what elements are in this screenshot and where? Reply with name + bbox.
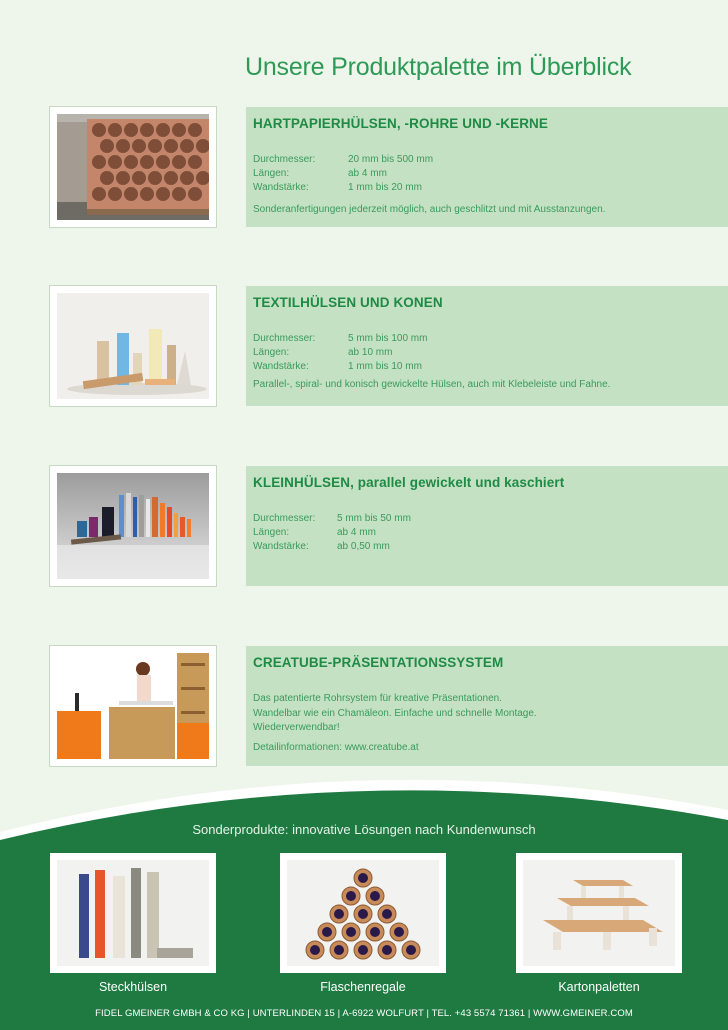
creatube-illustration <box>57 653 209 759</box>
product-info-panel <box>246 646 728 766</box>
photo-creatube-display <box>57 653 209 759</box>
photo-small-tubes <box>57 473 209 579</box>
product-note: Sonderanfertigungen jederzeit möglich, auch geschlitzt und mit Ausstanzungen. <box>253 204 606 215</box>
special-card-label: Steckhülsen <box>98 980 168 994</box>
photo-textile-tubes-cones <box>57 293 209 399</box>
small-tubes-illustration <box>57 473 209 579</box>
description-line: Wiederverwendbar! <box>253 722 340 733</box>
description-line: Wandelbar wie ein Chamäleon. Einfache und schnelle Montage. <box>253 707 537 719</box>
spec-value: 5 mm bis 100 mm <box>348 333 428 344</box>
footer-contact: FIDEL GMEINER GMBH & CO KG | UNTERLINDEN 15 | A-6922 WOLFURT | TEL. +43 5574 71361 | WWW.GMEINER.COM <box>95 1008 633 1019</box>
kartonpaletten-illustration <box>523 860 675 966</box>
flaschenregale-illustration <box>287 860 439 966</box>
product-image-frame <box>50 286 216 406</box>
spec-value: ab 4 mm <box>337 527 376 538</box>
special-card-label: Flaschenregale <box>320 980 406 994</box>
spec-label: Längen: <box>253 347 290 358</box>
product-description <box>253 692 537 736</box>
product-image-frame <box>50 646 216 766</box>
spec-label: Durchmesser: <box>253 333 316 344</box>
spec-row <box>253 332 427 346</box>
product-note: Parallel-, spiral- und konisch gewickelte Hülsen, auch mit Klebeleiste und Fahne. <box>253 379 611 390</box>
tubes-stack-illustration <box>57 114 209 220</box>
spec-row <box>253 526 411 540</box>
product-row-hartpapier <box>0 107 728 227</box>
product-title: HARTPAPIERHÜLSEN, -ROHRE UND -KERNE <box>253 116 549 131</box>
spec-list <box>253 332 427 374</box>
spec-row <box>253 153 433 167</box>
spec-row <box>253 346 427 360</box>
special-products-title: Sonderprodukte: innovative Lösungen nach Kundenwunsch <box>192 822 536 837</box>
spec-row <box>253 512 411 526</box>
product-info-panel <box>246 466 728 586</box>
spec-value: ab 10 mm <box>348 347 393 358</box>
product-image-frame <box>50 466 216 586</box>
photo-paper-tubes-stack <box>57 114 209 220</box>
textile-tubes-illustration <box>57 293 209 399</box>
product-row-textil <box>0 286 728 406</box>
spec-row <box>253 181 433 195</box>
detail-link[interactable]: Detailinformationen: www.creatube.at <box>253 742 419 753</box>
special-card-steckhuelsen <box>50 853 216 973</box>
spec-row <box>253 360 427 374</box>
spec-value: ab 0,50 mm <box>337 541 390 552</box>
spec-list <box>253 153 433 195</box>
spec-value: 1 mm bis 10 mm <box>348 361 422 372</box>
description-line: Das patentierte Rohrsystem für kreative Präsentationen. <box>253 693 503 704</box>
page-title: Unsere Produktpalette im Überblick <box>245 52 632 81</box>
spec-value: 1 mm bis 20 mm <box>348 182 422 193</box>
steckhuelsen-illustration <box>57 860 209 966</box>
product-info-panel <box>246 107 728 227</box>
spec-label: Längen: <box>253 527 290 538</box>
product-info-panel <box>246 286 728 406</box>
product-title: TEXTILHÜLSEN UND KONEN <box>253 295 443 310</box>
product-row-creatube <box>0 646 728 766</box>
special-card-kartonpaletten <box>516 853 682 973</box>
spec-label: Längen: <box>253 168 290 179</box>
product-title: KLEINHÜLSEN, parallel gewickelt und kaschiert <box>253 475 565 490</box>
spec-label: Wandstärke: <box>253 182 309 193</box>
photo-kartonpaletten <box>523 860 675 966</box>
special-card-flaschenregale <box>280 853 446 973</box>
spec-row <box>253 167 433 181</box>
spec-row <box>253 540 411 554</box>
special-card-label: Kartonpaletten <box>558 980 640 994</box>
spec-value: ab 4 mm <box>348 168 387 179</box>
photo-steckhuelsen <box>57 860 209 966</box>
product-title: CREATUBE-PRÄSENTATIONSSYSTEM <box>253 655 504 670</box>
product-row-klein <box>0 466 728 586</box>
spec-label: Wandstärke: <box>253 361 309 372</box>
spec-list <box>253 512 411 554</box>
product-image-frame <box>50 107 216 227</box>
photo-flaschenregale <box>287 860 439 966</box>
spec-value: 20 mm bis 500 mm <box>348 154 434 165</box>
spec-label: Wandstärke: <box>253 541 309 552</box>
spec-label: Durchmesser: <box>253 154 316 165</box>
spec-label: Durchmesser: <box>253 513 316 524</box>
spec-value: 5 mm bis 50 mm <box>337 513 411 524</box>
